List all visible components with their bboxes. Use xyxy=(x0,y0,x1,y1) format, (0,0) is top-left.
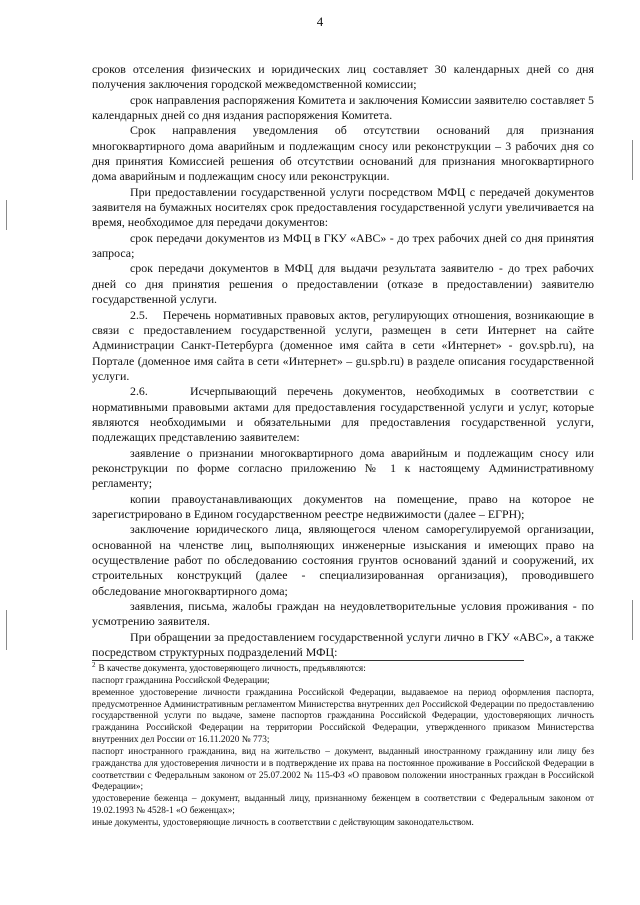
binding-mark xyxy=(6,200,7,230)
footnote-text: В качестве документа, удостоверяющего личность, предъявляются: xyxy=(98,664,366,674)
binding-mark xyxy=(632,600,633,640)
document-body xyxy=(92,62,594,660)
footnote-item: иные документы, удостоверяющие личность в соответствии с действующим законодательством. xyxy=(92,817,474,828)
paragraph: заявление о признании многоквартирного дома аварийным и подлежащим сносу или реконструкции по форме согласно приложению № 1 к настоящему Административному регламенту; xyxy=(92,445,594,491)
paragraph: срок передачи документов в МФЦ для выдачи результата заявителю - до трех рабочих дней со дня принятия решения о предоставлении (отказе в предоставлении) заявителю государственной услуги. xyxy=(92,261,594,307)
footnote-item: паспорт гражданина Российской Федерации; xyxy=(92,675,270,686)
paragraph: заявления, письма, жалобы граждан на неудовлетворительные условия проживания - по усмотрению заявителя. xyxy=(92,599,594,629)
paragraph: заключение юридического лица, являющегося членом саморегулируемой организации, основанной на членстве лиц, выполняющих инженерные изыскания и имеющих право на осуществление работ по обследованию состояния грунтов оснований зданий и сооружений, их строительных конструкций (далее - специализированная организация), проводившего обследование многоквартирного дома; xyxy=(92,522,594,598)
paragraph: При предоставлении государственной услуги посредством МФЦ с передачей документов заявителя на бумажных носителях срок предоставления государственной услуги увеличивается на время, необходимое для передачи документов: xyxy=(92,184,594,230)
binding-mark xyxy=(6,610,7,650)
footnote-block xyxy=(92,660,594,830)
page-number: 4 xyxy=(316,14,324,29)
binding-mark xyxy=(632,140,633,180)
paragraph: При обращении за предоставлением государственной услуги лично в ГКУ «АВС», а также посредством структурных подразделений МФЦ: xyxy=(92,629,594,660)
footnote-item: паспорт иностранного гражданина, вид на жительство – документ, выданный иностранному гражданину или лицу без гражданства для удостоверения личности и в подтверждение их права на постоянное проживание в Российской Федерации в соответствии с Федеральным законом от 25.07.2002 № 115-ФЗ «О правовом положении иностранных граждан в Российской Федерации»; xyxy=(92,746,594,793)
footnote-item: временное удостоверение личности гражданина Российской Федерации, выдаваемое на период оформления паспорта, предусмотренное Административным регламентом Министерства внутренних дел Российской Федерации по предоставлению государственной услуги по выдаче, замене паспортов гражданина Российской Федерации, удостоверяющих личность гражданина Российской Федерации на территории Российской Федерации, утвержденного приказом Министерства внутренних дел России от 16.11.2020 № 773; xyxy=(92,687,594,746)
paragraph: срок направления распоряжения Комитета и заключения Комиссии заявителю составляет 5 календарных дней со дня издания распоряжения Комитета. xyxy=(92,92,594,123)
paragraph: срок передачи документов из МФЦ в ГКУ «АВС» - до трех рабочих дней со дня принятия запроса; xyxy=(92,230,594,261)
paragraph: копии правоустанавливающих документов на помещение, право на которое не зарегистрировано в Едином государственном реестре недвижимости (далее – ЕГРН); xyxy=(92,491,594,521)
section-2-5: 2.5. Перечень нормативных правовых актов, регулирующих отношения, возникающие в связи с предоставлением государственной услуги, размещен в сети Интернет на сайте Администрации Санкт-Петербурга (доменное имя сайта в сети «Интернет» - gov.spb.ru), на Портале (доменное имя сайта в сети «Интернет» – gu.spb.ru) в разделе описания государственной услуги. xyxy=(92,307,594,383)
footnote-item: удостоверение беженца – документ, выданный лицу, признанному беженцем в соответствии с Федеральным законом от 19.02.1993 № 4528-1 «О беженцах»; xyxy=(92,794,594,817)
footnote-marker: 2 xyxy=(92,660,96,669)
section-2-6: 2.6. Исчерпывающий перечень документов, необходимых в соответствии с нормативными правовыми актами для предоставления государственной услуги и услуг, которые являются необходимыми и обязательными для предоставления государственной услуги, подлежащих представлению заявителем: xyxy=(92,384,594,445)
paragraph: Срок направления уведомления об отсутствии оснований для признания многоквартирного дома аварийным и подлежащим сносу или реконструкции – 3 рабочих дня со дня принятия Комиссией решения об отсутствии оснований для признания многоквартирного дома аварийным и подлежащим сносу или реконструкции. xyxy=(92,123,594,184)
paragraph: сроков отселения физических и юридических лиц составляет 30 календарных дней со дня получения заключения городской межведомственной комиссии; xyxy=(92,62,594,92)
footnote-separator xyxy=(92,660,524,661)
footnote-intro xyxy=(92,660,594,676)
